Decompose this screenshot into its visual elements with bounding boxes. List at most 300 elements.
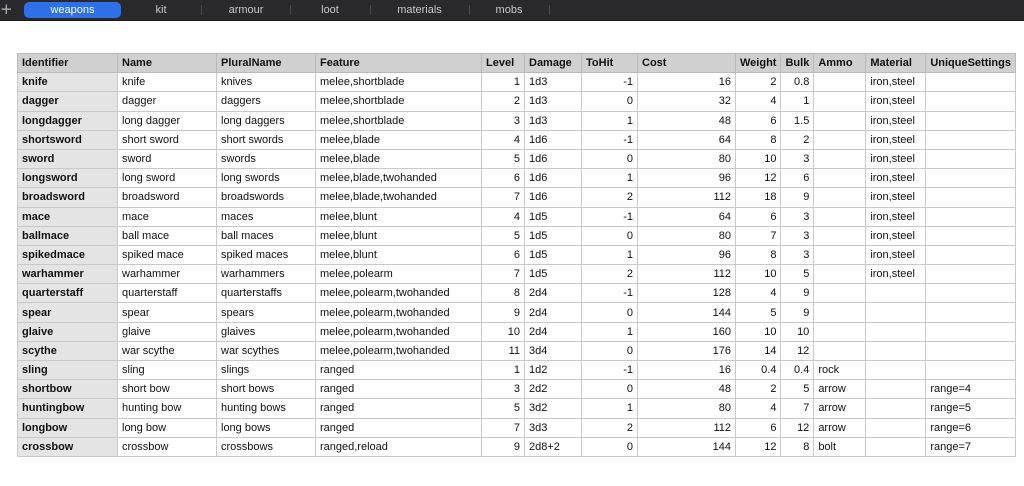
cell-unique-settings[interactable] (926, 130, 1016, 149)
cell-identifier[interactable]: sword (18, 149, 118, 168)
cell-ammo[interactable]: bolt (814, 437, 866, 456)
cell-identifier[interactable]: huntingbow (18, 399, 118, 418)
cell-level[interactable]: 6 (482, 169, 525, 188)
cell-damage[interactable]: 1d2 (525, 361, 582, 380)
cell-identifier[interactable]: longbow (18, 418, 118, 437)
cell-plural-name[interactable]: short swords (217, 130, 316, 149)
cell-level[interactable]: 2 (482, 92, 525, 111)
cell-cost[interactable]: 80 (638, 399, 736, 418)
cell-name[interactable]: long sword (118, 169, 217, 188)
cell-ammo[interactable] (814, 207, 866, 226)
column-header[interactable]: Bulk (781, 54, 814, 73)
cell-unique-settings[interactable]: range=4 (926, 380, 1016, 399)
cell-level[interactable]: 6 (482, 245, 525, 264)
cell-damage[interactable]: 1d6 (525, 188, 582, 207)
cell-material[interactable] (866, 399, 926, 418)
cell-identifier[interactable]: warhammer (18, 265, 118, 284)
cell-cost[interactable]: 112 (638, 265, 736, 284)
cell-ammo[interactable] (814, 130, 866, 149)
cell-unique-settings[interactable] (926, 226, 1016, 245)
cell-plural-name[interactable]: glaives (217, 322, 316, 341)
cell-weight[interactable]: 8 (736, 130, 781, 149)
cell-level[interactable]: 8 (482, 284, 525, 303)
cell-name[interactable]: sword (118, 149, 217, 168)
cell-bulk[interactable]: 10 (781, 322, 814, 341)
cell-name[interactable]: broadsword (118, 188, 217, 207)
cell-feature[interactable]: ranged,reload (316, 437, 482, 456)
cell-plural-name[interactable]: hunting bows (217, 399, 316, 418)
cell-unique-settings[interactable] (926, 341, 1016, 360)
cell-plural-name[interactable]: crossbows (217, 437, 316, 456)
cell-cost[interactable]: 64 (638, 130, 736, 149)
table-row[interactable] (18, 92, 1016, 111)
cell-identifier[interactable]: shortbow (18, 380, 118, 399)
tab-kit[interactable]: kit (155, 4, 167, 16)
cell-feature[interactable]: ranged (316, 361, 482, 380)
table-row[interactable] (18, 303, 1016, 322)
cell-cost[interactable]: 80 (638, 226, 736, 245)
cell-tohit[interactable]: 2 (582, 265, 638, 284)
cell-feature[interactable]: melee,polearm,twohanded (316, 341, 482, 360)
cell-damage[interactable]: 1d6 (525, 149, 582, 168)
column-header[interactable]: PluralName (217, 54, 316, 73)
cell-tohit[interactable]: 1 (582, 245, 638, 264)
cell-plural-name[interactable]: swords (217, 149, 316, 168)
cell-level[interactable]: 1 (482, 73, 525, 92)
cell-damage[interactable]: 1d5 (525, 265, 582, 284)
cell-name[interactable]: short bow (118, 380, 217, 399)
cell-feature[interactable]: melee,shortblade (316, 92, 482, 111)
cell-cost[interactable]: 144 (638, 437, 736, 456)
cell-ammo[interactable] (814, 73, 866, 92)
cell-plural-name[interactable]: knives (217, 73, 316, 92)
table-row[interactable] (18, 207, 1016, 226)
cell-tohit[interactable]: 2 (582, 418, 638, 437)
cell-ammo[interactable] (814, 92, 866, 111)
cell-plural-name[interactable]: short bows (217, 380, 316, 399)
cell-identifier[interactable]: glaive (18, 322, 118, 341)
cell-name[interactable]: spiked mace (118, 245, 217, 264)
cell-cost[interactable]: 96 (638, 169, 736, 188)
cell-unique-settings[interactable] (926, 111, 1016, 130)
cell-weight[interactable]: 18 (736, 188, 781, 207)
cell-damage[interactable]: 1d5 (525, 207, 582, 226)
cell-identifier[interactable]: dagger (18, 92, 118, 111)
column-header[interactable]: Ammo (814, 54, 866, 73)
cell-ammo[interactable]: rock (814, 361, 866, 380)
cell-name[interactable]: war scythe (118, 341, 217, 360)
table-row[interactable] (18, 361, 1016, 380)
cell-feature[interactable]: melee,polearm,twohanded (316, 303, 482, 322)
cell-level[interactable]: 7 (482, 265, 525, 284)
cell-feature[interactable]: ranged (316, 399, 482, 418)
cell-unique-settings[interactable] (926, 169, 1016, 188)
cell-damage[interactable]: 1d3 (525, 92, 582, 111)
cell-material[interactable]: iron,steel (866, 226, 926, 245)
cell-unique-settings[interactable] (926, 73, 1016, 92)
table-row[interactable] (18, 380, 1016, 399)
cell-cost[interactable]: 80 (638, 149, 736, 168)
cell-cost[interactable]: 96 (638, 245, 736, 264)
cell-cost[interactable]: 144 (638, 303, 736, 322)
cell-material[interactable]: iron,steel (866, 149, 926, 168)
cell-feature[interactable]: melee,blade,twohanded (316, 188, 482, 207)
cell-identifier[interactable]: crossbow (18, 437, 118, 456)
table-row[interactable] (18, 284, 1016, 303)
cell-damage[interactable]: 1d6 (525, 130, 582, 149)
tab-armour[interactable]: armour (228, 4, 264, 16)
column-header[interactable]: UniqueSettings (926, 54, 1016, 73)
cell-plural-name[interactable]: long swords (217, 169, 316, 188)
cell-weight[interactable]: 6 (736, 111, 781, 130)
cell-material[interactable]: iron,steel (866, 188, 926, 207)
cell-bulk[interactable]: 7 (781, 399, 814, 418)
cell-damage[interactable]: 1d3 (525, 111, 582, 130)
cell-weight[interactable]: 10 (736, 322, 781, 341)
cell-identifier[interactable]: knife (18, 73, 118, 92)
cell-material[interactable]: iron,steel (866, 245, 926, 264)
cell-tohit[interactable]: -1 (582, 207, 638, 226)
cell-identifier[interactable]: longsword (18, 169, 118, 188)
cell-level[interactable]: 5 (482, 226, 525, 245)
cell-identifier[interactable]: mace (18, 207, 118, 226)
cell-damage[interactable]: 3d3 (525, 418, 582, 437)
cell-name[interactable]: long dagger (118, 111, 217, 130)
cell-bulk[interactable]: 8 (781, 437, 814, 456)
cell-name[interactable]: quarterstaff (118, 284, 217, 303)
cell-identifier[interactable]: scythe (18, 341, 118, 360)
table-row[interactable] (18, 399, 1016, 418)
cell-ammo[interactable] (814, 284, 866, 303)
cell-unique-settings[interactable]: range=5 (926, 399, 1016, 418)
cell-weight[interactable]: 10 (736, 265, 781, 284)
cell-damage[interactable]: 2d4 (525, 284, 582, 303)
cell-identifier[interactable]: sling (18, 361, 118, 380)
cell-weight[interactable]: 5 (736, 303, 781, 322)
cell-cost[interactable]: 16 (638, 73, 736, 92)
cell-material[interactable] (866, 341, 926, 360)
cell-weight[interactable]: 7 (736, 226, 781, 245)
cell-cost[interactable]: 112 (638, 188, 736, 207)
cell-bulk[interactable]: 0.8 (781, 73, 814, 92)
cell-bulk[interactable]: 9 (781, 284, 814, 303)
cell-name[interactable]: long bow (118, 418, 217, 437)
cell-ammo[interactable] (814, 188, 866, 207)
cell-damage[interactable]: 3d4 (525, 341, 582, 360)
cell-name[interactable]: crossbow (118, 437, 217, 456)
cell-feature[interactable]: melee,polearm (316, 265, 482, 284)
cell-feature[interactable]: melee,blunt (316, 245, 482, 264)
table-row[interactable] (18, 226, 1016, 245)
cell-material[interactable]: iron,steel (866, 265, 926, 284)
cell-bulk[interactable]: 5 (781, 265, 814, 284)
cell-weight[interactable]: 12 (736, 169, 781, 188)
cell-bulk[interactable]: 1 (781, 92, 814, 111)
cell-unique-settings[interactable] (926, 361, 1016, 380)
cell-bulk[interactable]: 0.4 (781, 361, 814, 380)
cell-identifier[interactable]: broadsword (18, 188, 118, 207)
cell-unique-settings[interactable] (926, 322, 1016, 341)
cell-tohit[interactable]: -1 (582, 284, 638, 303)
cell-level[interactable]: 5 (482, 149, 525, 168)
column-header[interactable]: Identifier (18, 54, 118, 73)
cell-bulk[interactable]: 3 (781, 245, 814, 264)
cell-tohit[interactable]: -1 (582, 130, 638, 149)
cell-tohit[interactable]: -1 (582, 73, 638, 92)
cell-material[interactable]: iron,steel (866, 169, 926, 188)
cell-damage[interactable]: 1d5 (525, 245, 582, 264)
column-header[interactable]: Material (866, 54, 926, 73)
cell-plural-name[interactable]: ball maces (217, 226, 316, 245)
cell-tohit[interactable]: 0 (582, 380, 638, 399)
column-header[interactable]: Name (118, 54, 217, 73)
cell-weight[interactable]: 6 (736, 207, 781, 226)
cell-damage[interactable]: 2d8+2 (525, 437, 582, 456)
cell-bulk[interactable]: 12 (781, 418, 814, 437)
tab-materials[interactable]: materials (397, 4, 442, 16)
cell-unique-settings[interactable] (926, 92, 1016, 111)
cell-weight[interactable]: 4 (736, 92, 781, 111)
cell-tohit[interactable]: 1 (582, 111, 638, 130)
cell-ammo[interactable] (814, 303, 866, 322)
column-header[interactable]: ToHit (582, 54, 638, 73)
cell-name[interactable]: short sword (118, 130, 217, 149)
column-header[interactable]: Damage (525, 54, 582, 73)
cell-bulk[interactable]: 9 (781, 188, 814, 207)
cell-bulk[interactable]: 6 (781, 169, 814, 188)
cell-bulk[interactable]: 12 (781, 341, 814, 360)
table-row[interactable] (18, 130, 1016, 149)
cell-ammo[interactable] (814, 169, 866, 188)
cell-bulk[interactable]: 5 (781, 380, 814, 399)
cell-weight[interactable]: 4 (736, 399, 781, 418)
cell-material[interactable]: iron,steel (866, 207, 926, 226)
cell-plural-name[interactable]: spears (217, 303, 316, 322)
tab-mobs[interactable]: mobs (495, 4, 523, 16)
cell-unique-settings[interactable] (926, 245, 1016, 264)
cell-plural-name[interactable]: long daggers (217, 111, 316, 130)
cell-cost[interactable]: 176 (638, 341, 736, 360)
column-header[interactable]: Cost (638, 54, 736, 73)
cell-material[interactable] (866, 418, 926, 437)
cell-cost[interactable]: 160 (638, 322, 736, 341)
cell-bulk[interactable]: 2 (781, 130, 814, 149)
cell-ammo[interactable]: arrow (814, 399, 866, 418)
table-row[interactable] (18, 111, 1016, 130)
cell-plural-name[interactable]: broadswords (217, 188, 316, 207)
cell-feature[interactable]: melee,blunt (316, 226, 482, 245)
cell-name[interactable]: hunting bow (118, 399, 217, 418)
cell-name[interactable]: glaive (118, 322, 217, 341)
cell-name[interactable]: mace (118, 207, 217, 226)
cell-identifier[interactable]: spear (18, 303, 118, 322)
cell-unique-settings[interactable]: range=7 (926, 437, 1016, 456)
cell-bulk[interactable]: 9 (781, 303, 814, 322)
cell-bulk[interactable]: 3 (781, 207, 814, 226)
cell-plural-name[interactable]: quarterstaffs (217, 284, 316, 303)
cell-tohit[interactable]: 0 (582, 437, 638, 456)
cell-identifier[interactable]: ballmace (18, 226, 118, 245)
cell-bulk[interactable]: 3 (781, 226, 814, 245)
cell-identifier[interactable]: spikedmace (18, 245, 118, 264)
cell-feature[interactable]: ranged (316, 380, 482, 399)
cell-material[interactable] (866, 322, 926, 341)
cell-unique-settings[interactable] (926, 284, 1016, 303)
table-row[interactable] (18, 169, 1016, 188)
cell-feature[interactable]: melee,blunt (316, 207, 482, 226)
cell-tohit[interactable]: 0 (582, 226, 638, 245)
column-header[interactable]: Weight (736, 54, 781, 73)
cell-feature[interactable]: melee,blade,twohanded (316, 169, 482, 188)
table-row[interactable] (18, 265, 1016, 284)
cell-bulk[interactable]: 3 (781, 149, 814, 168)
tab-loot[interactable]: loot (321, 4, 339, 16)
table-row[interactable] (18, 437, 1016, 456)
cell-unique-settings[interactable] (926, 188, 1016, 207)
cell-name[interactable]: knife (118, 73, 217, 92)
cell-ammo[interactable]: arrow (814, 418, 866, 437)
cell-tohit[interactable]: 0 (582, 92, 638, 111)
cell-bulk[interactable]: 1.5 (781, 111, 814, 130)
cell-plural-name[interactable]: daggers (217, 92, 316, 111)
cell-level[interactable]: 7 (482, 418, 525, 437)
cell-unique-settings[interactable] (926, 149, 1016, 168)
cell-level[interactable]: 9 (482, 437, 525, 456)
cell-cost[interactable]: 64 (638, 207, 736, 226)
table-row[interactable] (18, 188, 1016, 207)
cell-tohit[interactable]: 0 (582, 149, 638, 168)
cell-tohit[interactable]: 0 (582, 303, 638, 322)
cell-plural-name[interactable]: warhammers (217, 265, 316, 284)
cell-tohit[interactable]: -1 (582, 361, 638, 380)
cell-damage[interactable]: 3d2 (525, 399, 582, 418)
cell-name[interactable]: dagger (118, 92, 217, 111)
table-row[interactable] (18, 418, 1016, 437)
cell-unique-settings[interactable]: range=6 (926, 418, 1016, 437)
cell-tohit[interactable]: 0 (582, 341, 638, 360)
cell-damage[interactable]: 1d5 (525, 226, 582, 245)
cell-material[interactable] (866, 361, 926, 380)
cell-level[interactable]: 7 (482, 188, 525, 207)
cell-cost[interactable]: 16 (638, 361, 736, 380)
column-header[interactable]: Level (482, 54, 525, 73)
cell-weight[interactable]: 6 (736, 418, 781, 437)
cell-cost[interactable]: 32 (638, 92, 736, 111)
cell-material[interactable]: iron,steel (866, 92, 926, 111)
add-tab-button[interactable]: + (0, 0, 13, 18)
cell-plural-name[interactable]: long bows (217, 418, 316, 437)
cell-feature[interactable]: melee,shortblade (316, 73, 482, 92)
cell-level[interactable]: 5 (482, 399, 525, 418)
cell-tohit[interactable]: 1 (582, 399, 638, 418)
table-row[interactable] (18, 73, 1016, 92)
column-header[interactable]: Feature (316, 54, 482, 73)
cell-material[interactable] (866, 380, 926, 399)
cell-material[interactable]: iron,steel (866, 130, 926, 149)
cell-level[interactable]: 10 (482, 322, 525, 341)
cell-feature[interactable]: melee,polearm,twohanded (316, 284, 482, 303)
cell-ammo[interactable] (814, 341, 866, 360)
cell-material[interactable]: iron,steel (866, 111, 926, 130)
cell-ammo[interactable] (814, 245, 866, 264)
cell-ammo[interactable] (814, 322, 866, 341)
cell-cost[interactable]: 112 (638, 418, 736, 437)
cell-ammo[interactable] (814, 265, 866, 284)
cell-level[interactable]: 1 (482, 361, 525, 380)
cell-weight[interactable]: 14 (736, 341, 781, 360)
cell-damage[interactable]: 2d4 (525, 303, 582, 322)
cell-name[interactable]: spear (118, 303, 217, 322)
cell-unique-settings[interactable] (926, 303, 1016, 322)
cell-ammo[interactable] (814, 111, 866, 130)
cell-damage[interactable]: 2d2 (525, 380, 582, 399)
cell-cost[interactable]: 48 (638, 111, 736, 130)
cell-identifier[interactable]: longdagger (18, 111, 118, 130)
cell-weight[interactable]: 0.4 (736, 361, 781, 380)
cell-cost[interactable]: 128 (638, 284, 736, 303)
cell-unique-settings[interactable] (926, 265, 1016, 284)
table-row[interactable] (18, 149, 1016, 168)
cell-tohit[interactable]: 1 (582, 322, 638, 341)
cell-level[interactable]: 4 (482, 130, 525, 149)
cell-ammo[interactable]: arrow (814, 380, 866, 399)
cell-feature[interactable]: melee,shortblade (316, 111, 482, 130)
cell-material[interactable]: iron,steel (866, 73, 926, 92)
cell-weight[interactable]: 2 (736, 73, 781, 92)
cell-weight[interactable]: 2 (736, 380, 781, 399)
cell-weight[interactable]: 10 (736, 149, 781, 168)
cell-name[interactable]: ball mace (118, 226, 217, 245)
cell-damage[interactable]: 1d3 (525, 73, 582, 92)
cell-identifier[interactable]: shortsword (18, 130, 118, 149)
cell-feature[interactable]: melee,polearm,twohanded (316, 322, 482, 341)
cell-weight[interactable]: 4 (736, 284, 781, 303)
cell-level[interactable]: 3 (482, 111, 525, 130)
cell-identifier[interactable]: quarterstaff (18, 284, 118, 303)
cell-damage[interactable]: 1d6 (525, 169, 582, 188)
cell-plural-name[interactable]: war scythes (217, 341, 316, 360)
cell-plural-name[interactable]: maces (217, 207, 316, 226)
cell-feature[interactable]: melee,blade (316, 149, 482, 168)
cell-level[interactable]: 11 (482, 341, 525, 360)
cell-plural-name[interactable]: spiked maces (217, 245, 316, 264)
cell-weight[interactable]: 12 (736, 437, 781, 456)
cell-level[interactable]: 9 (482, 303, 525, 322)
cell-feature[interactable]: ranged (316, 418, 482, 437)
cell-cost[interactable]: 48 (638, 380, 736, 399)
cell-damage[interactable]: 2d4 (525, 322, 582, 341)
cell-name[interactable]: sling (118, 361, 217, 380)
cell-material[interactable] (866, 437, 926, 456)
cell-weight[interactable]: 8 (736, 245, 781, 264)
cell-name[interactable]: warhammer (118, 265, 217, 284)
cell-unique-settings[interactable] (926, 207, 1016, 226)
cell-ammo[interactable] (814, 226, 866, 245)
table-row[interactable] (18, 341, 1016, 360)
cell-tohit[interactable]: 2 (582, 188, 638, 207)
cell-level[interactable]: 4 (482, 207, 525, 226)
cell-plural-name[interactable]: slings (217, 361, 316, 380)
tab-weapons[interactable]: weapons (24, 2, 121, 18)
cell-feature[interactable]: melee,blade (316, 130, 482, 149)
cell-ammo[interactable] (814, 149, 866, 168)
cell-level[interactable]: 3 (482, 380, 525, 399)
table-row[interactable] (18, 245, 1016, 264)
cell-tohit[interactable]: 1 (582, 169, 638, 188)
cell-material[interactable] (866, 284, 926, 303)
cell-material[interactable] (866, 303, 926, 322)
table-row[interactable] (18, 322, 1016, 341)
